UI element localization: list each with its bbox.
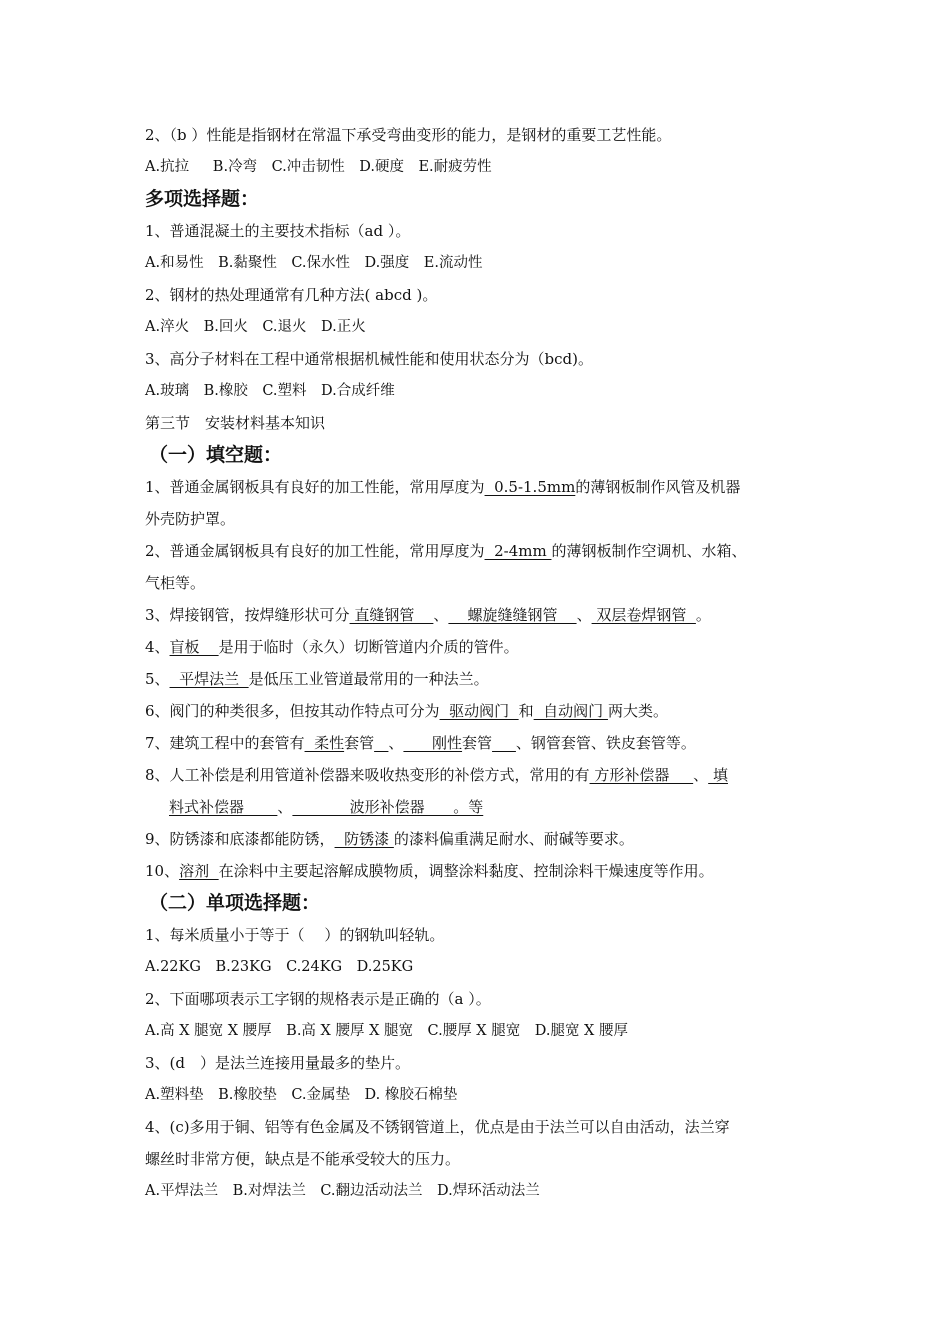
question-options: A.塑料垫 B.橡胶垫 C.金属垫 D. 橡胶石棉垫 (145, 1087, 458, 1103)
text: 2、普通金属钢板具有良好的加工性能，常用厚度为 (145, 542, 485, 560)
fill-question-3 (145, 599, 815, 631)
text: 8、人工补偿是利用管道补偿器来吸收热变形的补偿方式，常用的有 (145, 766, 590, 784)
text: 1、普通金属钢板具有良好的加工性能，常用厚度为 (145, 478, 485, 496)
text: 、钢管套管、铁皮套管等。 (515, 734, 696, 752)
fill-question-8-continued (145, 791, 815, 823)
section-heading-single-choice: （二）单项选择题： (149, 892, 321, 914)
answer-blank: 溶剂 (179, 862, 219, 880)
text: 7、建筑工程中的套管有 (145, 734, 305, 752)
question-options: A.和易性 B.黏聚性 C.保水性 D.强度 E.流动性 (145, 255, 483, 271)
text: 的薄钢板制作风管及机器 (575, 478, 741, 496)
fill-question-1-continued: 外壳防护罩。 (145, 510, 236, 528)
text: 的漆料偏重满足耐水、耐碱等要求。 (393, 830, 634, 848)
answer-blank: 方形补偿器 (589, 766, 694, 784)
answer-blank: 刚性 (403, 734, 463, 752)
question-options: A.淬火 B.回火 C.退火 D.正火 (145, 319, 366, 335)
fill-question-7 (145, 727, 815, 759)
text: 9、防锈漆和底漆都能防锈， (145, 830, 335, 848)
answer-blank: 2-4mm (484, 542, 552, 560)
answer-blank: 0.5-1.5mm (484, 478, 576, 496)
text: 的薄钢板制作空调机、水箱、 (551, 542, 747, 560)
question-options: A.抗拉 B.冷弯 C.冲击韧性 D.硬度 E.耐疲劳性 (145, 159, 492, 175)
text: 、 (277, 798, 293, 816)
section-title: 第三节 安装材料基本知识 (145, 414, 326, 432)
question-options: A.高 X 腿宽 X 腰厚 B.高 X 腰厚 X 腿宽 C.腰厚 X 腿宽 D.腿宽 X 腰厚 (145, 1023, 628, 1039)
text: 在涂料中主要起溶解成膜物质，调整涂料黏度、控制涂料干燥速度等作用。 (218, 862, 714, 880)
fill-question-1 (145, 471, 815, 503)
text: 4、 (145, 638, 170, 656)
text: 6、阀门的种类很多，但按其动作特点可分为 (145, 702, 440, 720)
fill-question-5 (145, 663, 815, 695)
document-content (145, 119, 815, 1207)
fill-question-6 (145, 695, 815, 727)
question-text: 2、钢材的热处理通常有几种方法( abcd )。 (145, 286, 438, 304)
text: 两大类。 (607, 702, 668, 720)
fill-question-8 (145, 759, 815, 791)
answer-blank: 平焊法兰 (169, 670, 249, 688)
answer-blank: 盲板 (169, 638, 219, 656)
text: 3、焊接钢管，按焊缝形状可分 (145, 606, 350, 624)
text: 套管 (462, 734, 493, 752)
section-heading-multi-choice: 多项选择题： (145, 188, 260, 210)
text: 5、 (145, 670, 170, 688)
answer-blank (374, 734, 388, 752)
question-text: 3、(d ）是法兰连接用量最多的垫片。 (145, 1054, 410, 1072)
question-text: 2、（b ）性能是指钢材在常温下承受弯曲变形的能力，是钢材的重要工艺性能。 (145, 126, 672, 144)
question-options: A.22KG B.23KG C.24KG D.25KG (145, 959, 414, 975)
answer-blank: 双层卷焊钢管 (591, 606, 696, 624)
fill-question-2 (145, 535, 815, 567)
text: 套管 (344, 734, 375, 752)
text: 、 (693, 766, 709, 784)
text: 是低压工业管道最常用的一种法兰。 (248, 670, 489, 688)
fill-question-4 (145, 631, 815, 663)
question-text-continued: 螺丝时非常方便，缺点是不能承受较大的压力。 (145, 1150, 461, 1168)
question-text: 4、(c)多用于铜、铝等有色金属及不锈钢管道上，优点是由于法兰可以自由活动，法兰穿 (145, 1118, 730, 1136)
answer-blank: 柔性 (304, 734, 345, 752)
answer-blank: 螺旋缝缝钢管 (448, 606, 577, 624)
answer-blank: 防锈漆 (334, 830, 394, 848)
question-text: 2、下面哪项表示工字钢的规格表示是正确的（a ）。 (145, 990, 491, 1008)
answer-blank (492, 734, 516, 752)
text: 、 (388, 734, 404, 752)
question-text: 1、每米质量小于等于（ ）的钢轨叫轻轨。 (145, 926, 445, 944)
question-options: A.平焊法兰 B.对焊法兰 C.翻边活动法兰 D.焊环活动法兰 (145, 1183, 540, 1199)
section-heading-fill-blank: （一）填空题： (149, 444, 283, 466)
question-options: A.玻璃 B.橡胶 C.塑料 D.合成纤维 (145, 383, 395, 399)
fill-question-10 (145, 855, 815, 887)
text: 。 (695, 606, 711, 624)
answer-blank: 料式补偿器 (169, 798, 278, 816)
answer-blank: 自动阀门 (533, 702, 608, 720)
answer-blank: 波形补偿器 。等 (292, 798, 484, 816)
answer-blank: 驱动阀门 (439, 702, 519, 720)
text: 10、 (145, 862, 180, 880)
answer-blank: 填 (708, 766, 728, 784)
text: 、 (433, 606, 449, 624)
text: 和 (518, 702, 534, 720)
answer-blank: 直缝钢管 (349, 606, 434, 624)
question-text: 1、普通混凝土的主要技术指标（ad ）。 (145, 222, 411, 240)
fill-question-2-continued: 气柜等。 (145, 574, 206, 592)
question-text: 3、高分子材料在工程中通常根据机械性能和使用状态分为（bcd)。 (145, 350, 594, 368)
fill-question-9 (145, 823, 815, 855)
text: 、 (576, 606, 592, 624)
text: 是用于临时（永久）切断管道内介质的管件。 (218, 638, 519, 656)
